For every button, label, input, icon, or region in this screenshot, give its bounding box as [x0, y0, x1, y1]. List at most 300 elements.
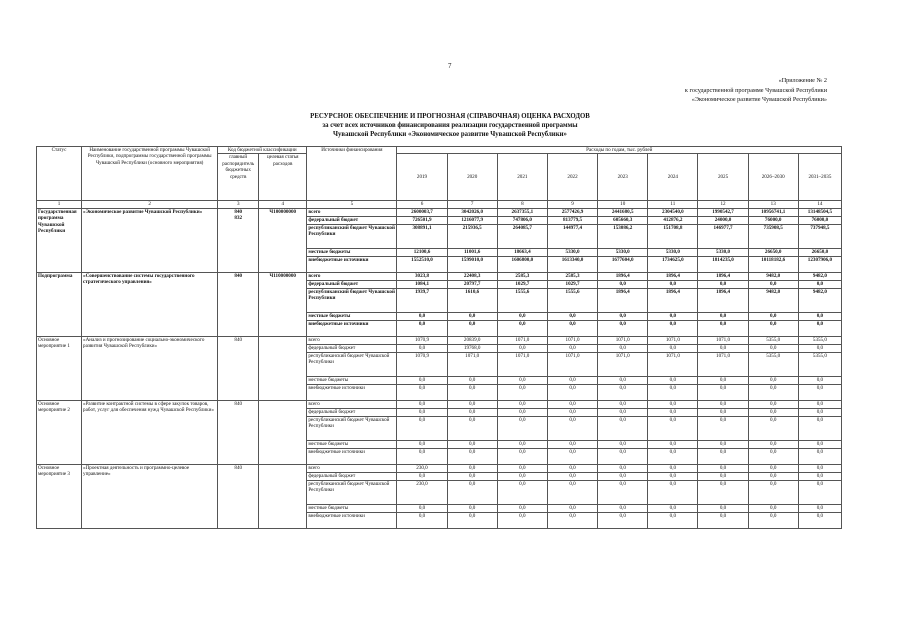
- target-code-cell: [259, 336, 307, 400]
- column-number: 2: [82, 201, 218, 208]
- expense-value-cell: 0,0: [648, 416, 698, 440]
- expense-value-cell: 0,0: [447, 464, 497, 472]
- expense-value-cell: 1071,0: [648, 352, 698, 376]
- program-name-cell: «Анализ и прогнозирование социально-экономического развития Чувашской Республики»: [82, 336, 218, 400]
- expense-value-cell: 0,0: [547, 480, 597, 504]
- expense-value-cell: 0,0: [497, 320, 547, 336]
- expense-value-cell: 0,0: [698, 312, 748, 320]
- expense-value-cell: 1070,9: [397, 352, 447, 376]
- target-code-cell: [259, 464, 307, 528]
- expense-value-cell: 0,0: [798, 440, 841, 448]
- expense-value-cell: 0,0: [447, 472, 497, 480]
- target-code-cell: [259, 400, 307, 464]
- expense-value-cell: 1613340,0: [547, 256, 597, 272]
- expense-value-cell: 1071,0: [547, 336, 597, 344]
- funding-source-cell: республиканский бюджет Чувашской Республики: [307, 416, 397, 440]
- expense-value-cell: 5355,0: [798, 352, 841, 376]
- expense-value-cell: 1070,9: [397, 336, 447, 344]
- table-row: [37, 208, 842, 216]
- program-name-cell: «Развитие контрактной системы в сфере закупок товаров, работ, услуг для обеспечения нужд Чувашской Республики»: [82, 400, 218, 464]
- expense-value-cell: 9482,0: [748, 288, 798, 312]
- expense-value-cell: 0,0: [748, 320, 798, 336]
- expense-value-cell: 10956741,1: [748, 208, 798, 216]
- expense-value-cell: 0,0: [648, 376, 698, 384]
- expense-value-cell: 0,0: [598, 384, 648, 400]
- expense-value-cell: 0,0: [547, 472, 597, 480]
- expense-value-cell: 747806,0: [497, 216, 547, 224]
- expense-value-cell: 0,0: [598, 312, 648, 320]
- expense-value-cell: 0,0: [598, 504, 648, 512]
- expense-value-cell: 0,0: [648, 512, 698, 528]
- program-name-cell: «Экономическое развитие Чувашской Республики»: [82, 208, 218, 272]
- admin-code-cell: 840: [218, 272, 259, 336]
- expense-value-cell: 12307906,0: [798, 256, 841, 272]
- funding-source-cell: внебюджетные источники: [307, 320, 397, 336]
- funding-source-cell: местные бюджеты: [307, 248, 397, 256]
- expense-value-cell: 0,0: [648, 440, 698, 448]
- funding-source-cell: внебюджетные источники: [307, 512, 397, 528]
- expense-value-cell: 1896,4: [648, 272, 698, 280]
- expense-value-cell: 0,0: [598, 440, 648, 448]
- expense-value-cell: 76000,0: [798, 216, 841, 224]
- expense-value-cell: 0,0: [397, 440, 447, 448]
- target-code-cell: Ч100000000: [259, 208, 307, 272]
- expense-value-cell: 2441680,5: [598, 208, 648, 216]
- header-year: 2026–2030: [748, 154, 798, 201]
- expense-value-cell: 0,0: [497, 448, 547, 464]
- expense-value-cell: 0,0: [698, 440, 748, 448]
- expense-value-cell: 0,0: [798, 504, 841, 512]
- header-expenses: Расходы по годам, тыс. рублей: [397, 147, 842, 154]
- expense-value-cell: 9482,0: [748, 272, 798, 280]
- table-row: [37, 464, 842, 472]
- expense-value-cell: 1071,0: [547, 352, 597, 376]
- expense-value-cell: 0,0: [397, 376, 447, 384]
- funding-source-cell: республиканский бюджет Чувашской Республики: [307, 224, 397, 248]
- expense-value-cell: 0,0: [598, 320, 648, 336]
- expense-value-cell: 0,0: [798, 464, 841, 472]
- expense-value-cell: 22408,3: [447, 272, 497, 280]
- expense-value-cell: 1216077,9: [447, 216, 497, 224]
- column-number: 14: [798, 201, 841, 208]
- expense-value-cell: 0,0: [397, 344, 447, 352]
- expense-value-cell: 1552510,0: [397, 256, 447, 272]
- expense-value-cell: 0,0: [497, 480, 547, 504]
- expense-value-cell: 0,0: [497, 464, 547, 472]
- table-body: [37, 208, 842, 528]
- expense-value-cell: 0,0: [598, 408, 648, 416]
- expense-value-cell: 0,0: [447, 408, 497, 416]
- expense-value-cell: 0,0: [748, 344, 798, 352]
- status-cell: Основное мероприятие 3: [37, 464, 82, 528]
- funding-source-cell: федеральный бюджет: [307, 280, 397, 288]
- expense-value-cell: 0,0: [798, 384, 841, 400]
- expense-value-cell: 0,0: [547, 400, 597, 408]
- header-target: целевая статья расходов: [259, 154, 307, 201]
- expense-value-cell: 13148504,5: [798, 208, 841, 216]
- funding-source-cell: всего: [307, 400, 397, 408]
- expense-value-cell: 1677604,0: [598, 256, 648, 272]
- expense-value-cell: 2304540,0: [648, 208, 698, 216]
- expense-value-cell: 0,0: [748, 448, 798, 464]
- expense-value-cell: 0,0: [397, 384, 447, 400]
- expense-value-cell: 1071,0: [497, 336, 547, 344]
- expense-value-cell: 0,0: [447, 312, 497, 320]
- expense-value-cell: 5330,0: [547, 248, 597, 256]
- expense-value-cell: 215936,5: [447, 224, 497, 248]
- expense-value-cell: 1029,7: [547, 280, 597, 288]
- expense-value-cell: 0,0: [598, 448, 648, 464]
- expense-value-cell: 9482,0: [798, 288, 841, 312]
- expense-value-cell: 0,0: [447, 376, 497, 384]
- header-admin: главный распорядитель бюджетных средств: [218, 154, 259, 201]
- expense-value-cell: 1071,0: [497, 352, 547, 376]
- expense-value-cell: 2600003,7: [397, 208, 447, 216]
- expense-value-cell: 813779,5: [547, 216, 597, 224]
- expense-value-cell: 0,0: [798, 448, 841, 464]
- expense-value-cell: 0,0: [748, 416, 798, 440]
- appendix-note: [627, 76, 827, 105]
- appendix-line-3: «Экономическое развитие Чувашской Республики»: [691, 96, 827, 103]
- expense-value-cell: 1896,4: [598, 272, 648, 280]
- expense-value-cell: 1896,4: [598, 288, 648, 312]
- document-subtitle-1: за счет всех источников финансирования реализации государственной программы: [322, 122, 578, 129]
- expense-value-cell: 0,0: [798, 480, 841, 504]
- expense-value-cell: 0,0: [698, 400, 748, 408]
- expense-value-cell: 5355,0: [798, 336, 841, 344]
- expense-value-cell: 1071,0: [698, 352, 748, 376]
- expense-value-cell: 24000,0: [698, 216, 748, 224]
- expense-value-cell: 0,0: [598, 416, 648, 440]
- expense-value-cell: 26650,0: [798, 248, 841, 256]
- expense-value-cell: 735908,5: [748, 224, 798, 248]
- expense-value-cell: 0,0: [547, 416, 597, 440]
- expense-value-cell: 1029,7: [497, 280, 547, 288]
- table-row: [37, 400, 842, 408]
- expense-value-cell: 726501,9: [397, 216, 447, 224]
- status-cell: Государственная программа Чувашской Республики: [37, 208, 82, 272]
- expense-value-cell: 0,0: [748, 512, 798, 528]
- header-year: 2025: [698, 154, 748, 201]
- expense-value-cell: 0,0: [397, 400, 447, 408]
- expense-value-cell: 0,0: [598, 472, 648, 480]
- expense-value-cell: 0,0: [798, 376, 841, 384]
- expense-value-cell: 0,0: [698, 408, 748, 416]
- expense-value-cell: 1071,0: [598, 336, 648, 344]
- expense-value-cell: 0,0: [497, 416, 547, 440]
- expense-value-cell: 0,0: [648, 280, 698, 288]
- expense-value-cell: 5355,0: [748, 352, 798, 376]
- expense-value-cell: 0,0: [748, 440, 798, 448]
- funding-source-cell: федеральный бюджет: [307, 344, 397, 352]
- column-number: 12: [698, 201, 748, 208]
- appendix-line-2: к государственной программе Чувашской Республики: [684, 86, 827, 94]
- header-budget-code: Код бюджетной классификации: [218, 147, 307, 154]
- expense-value-cell: 11001,6: [447, 248, 497, 256]
- expense-value-cell: 12100,6: [397, 248, 447, 256]
- expense-value-cell: 0,0: [497, 504, 547, 512]
- expense-value-cell: 5330,0: [648, 248, 698, 256]
- expense-value-cell: 0,0: [547, 312, 597, 320]
- funding-source-cell: федеральный бюджет: [307, 472, 397, 480]
- column-number: 4: [259, 201, 307, 208]
- expense-value-cell: 0,0: [648, 480, 698, 504]
- funding-source-cell: местные бюджеты: [307, 440, 397, 448]
- funding-source-cell: внебюджетные источники: [307, 448, 397, 464]
- expense-value-cell: 0,0: [698, 280, 748, 288]
- expense-value-cell: 20839,0: [447, 336, 497, 344]
- header-name: Наименование государственной программы Чувашской Республики, подпрограммы государственной программы Чувашской Республики (основного мероприятия): [82, 147, 218, 201]
- expense-value-cell: 0,0: [698, 480, 748, 504]
- expense-value-cell: 230,0: [397, 480, 447, 504]
- expense-value-cell: 0,0: [748, 480, 798, 504]
- expense-value-cell: 0,0: [598, 464, 648, 472]
- expense-value-cell: 0,0: [447, 320, 497, 336]
- expense-value-cell: 0,0: [648, 400, 698, 408]
- expense-value-cell: 0,0: [698, 320, 748, 336]
- funding-source-cell: федеральный бюджет: [307, 408, 397, 416]
- expense-value-cell: 0,0: [648, 384, 698, 400]
- funding-source-cell: республиканский бюджет Чувашской Республики: [307, 352, 397, 376]
- appendix-line-1: «Приложение № 2: [778, 77, 827, 84]
- expense-value-cell: 0,0: [798, 472, 841, 480]
- expense-value-cell: 2585,3: [497, 272, 547, 280]
- expense-value-cell: 0,0: [547, 384, 597, 400]
- expense-value-cell: 153086,2: [598, 224, 648, 248]
- expenses-table: [36, 146, 842, 529]
- expense-value-cell: 0,0: [648, 448, 698, 464]
- expense-value-cell: 0,0: [798, 416, 841, 440]
- expense-value-cell: 230,0: [397, 464, 447, 472]
- expense-value-cell: 0,0: [648, 464, 698, 472]
- column-number: 11: [648, 201, 698, 208]
- expense-value-cell: 0,0: [748, 312, 798, 320]
- expense-value-cell: 146977,7: [698, 224, 748, 248]
- funding-source-cell: внебюджетные источники: [307, 256, 397, 272]
- document-title: РЕСУРСНОЕ ОБЕСПЕЧЕНИЕ И ПРОГНОЗНАЯ (СПРАВОЧНАЯ) ОЦЕНКА РАСХОДОВ: [310, 113, 590, 120]
- expense-value-cell: 0,0: [397, 416, 447, 440]
- funding-source-cell: внебюджетные источники: [307, 384, 397, 400]
- expense-value-cell: 0,0: [798, 512, 841, 528]
- admin-code-cell: 840: [218, 464, 259, 528]
- expense-value-cell: 0,0: [397, 448, 447, 464]
- target-code-cell: Ч110000000: [259, 272, 307, 336]
- expense-value-cell: 0,0: [748, 504, 798, 512]
- expense-value-cell: 1071,0: [447, 352, 497, 376]
- expense-value-cell: 412876,2: [648, 216, 698, 224]
- expense-value-cell: 0,0: [698, 344, 748, 352]
- expense-value-cell: 0,0: [547, 464, 597, 472]
- expense-value-cell: 0,0: [497, 472, 547, 480]
- expense-value-cell: 0,0: [648, 312, 698, 320]
- header-status: Статус: [37, 147, 82, 201]
- expense-value-cell: 0,0: [547, 320, 597, 336]
- expense-value-cell: 2637355,1: [497, 208, 547, 216]
- expense-value-cell: 0,0: [648, 344, 698, 352]
- column-number: 13: [748, 201, 798, 208]
- expense-value-cell: 1599010,0: [447, 256, 497, 272]
- expense-value-cell: 0,0: [798, 344, 841, 352]
- expense-value-cell: 0,0: [598, 376, 648, 384]
- expense-value-cell: 0,0: [698, 384, 748, 400]
- admin-code-cell: 840: [218, 336, 259, 400]
- expense-value-cell: 0,0: [397, 312, 447, 320]
- funding-source-cell: всего: [307, 208, 397, 216]
- status-cell: Основное мероприятие 1: [37, 336, 82, 400]
- expense-value-cell: 1896,4: [698, 288, 748, 312]
- expense-value-cell: 1084,1: [397, 280, 447, 288]
- document-subtitle-2: Чувашской Республики «Экономическое развитие Чувашской Республики»: [333, 131, 567, 138]
- header-year: 2019: [397, 154, 447, 201]
- expense-value-cell: 308891,1: [397, 224, 447, 248]
- expense-value-cell: 0,0: [547, 344, 597, 352]
- expense-value-cell: 0,0: [497, 400, 547, 408]
- expense-value-cell: 0,0: [397, 472, 447, 480]
- column-number: 7: [447, 201, 497, 208]
- expense-value-cell: 0,0: [497, 512, 547, 528]
- expense-value-cell: 0,0: [497, 440, 547, 448]
- expense-value-cell: 1555,6: [547, 288, 597, 312]
- expense-value-cell: 0,0: [397, 408, 447, 416]
- expense-value-cell: 0,0: [648, 472, 698, 480]
- column-number: 6: [397, 201, 447, 208]
- program-name-cell: «Совершенствование системы государственного стратегического управления»: [82, 272, 218, 336]
- expense-value-cell: 0,0: [397, 512, 447, 528]
- funding-source-cell: республиканский бюджет Чувашской Республики: [307, 480, 397, 504]
- expense-value-cell: 0,0: [698, 504, 748, 512]
- expense-value-cell: 0,0: [547, 504, 597, 512]
- funding-source-cell: всего: [307, 464, 397, 472]
- expense-value-cell: 0,0: [698, 472, 748, 480]
- expense-value-cell: 0,0: [798, 320, 841, 336]
- expense-value-cell: 0,0: [748, 384, 798, 400]
- expense-value-cell: 0,0: [748, 408, 798, 416]
- header-year: 2031–2035: [798, 154, 841, 201]
- expense-value-cell: 1071,0: [598, 352, 648, 376]
- expense-value-cell: 0,0: [497, 344, 547, 352]
- expense-value-cell: 0,0: [497, 312, 547, 320]
- expense-value-cell: 0,0: [748, 400, 798, 408]
- expense-value-cell: 20797,7: [447, 280, 497, 288]
- expense-value-cell: 0,0: [547, 408, 597, 416]
- expense-value-cell: 0,0: [598, 400, 648, 408]
- expense-value-cell: 0,0: [598, 512, 648, 528]
- expense-value-cell: 0,0: [698, 512, 748, 528]
- expense-value-cell: 3023,8: [397, 272, 447, 280]
- expense-value-cell: 0,0: [798, 408, 841, 416]
- expense-value-cell: 0,0: [748, 472, 798, 480]
- funding-source-cell: всего: [307, 272, 397, 280]
- expense-value-cell: 1555,6: [497, 288, 547, 312]
- expense-value-cell: 0,0: [698, 376, 748, 384]
- expense-value-cell: 0,0: [698, 416, 748, 440]
- expense-value-cell: 144977,4: [547, 224, 597, 248]
- expense-value-cell: 0,0: [648, 408, 698, 416]
- expense-value-cell: 0,0: [698, 464, 748, 472]
- expense-value-cell: 0,0: [648, 320, 698, 336]
- expense-value-cell: 0,0: [447, 512, 497, 528]
- expense-value-cell: 605660,3: [598, 216, 648, 224]
- expense-value-cell: 0,0: [447, 384, 497, 400]
- expense-value-cell: 2585,3: [547, 272, 597, 280]
- expense-value-cell: 0,0: [547, 448, 597, 464]
- expense-value-cell: 0,0: [447, 416, 497, 440]
- expense-value-cell: 10118182,6: [748, 256, 798, 272]
- expense-value-cell: 26650,0: [748, 248, 798, 256]
- expense-value-cell: 0,0: [497, 384, 547, 400]
- expense-value-cell: 5330,0: [698, 248, 748, 256]
- column-number: 1: [37, 201, 82, 208]
- expense-value-cell: 0,0: [497, 408, 547, 416]
- header-year: 2024: [648, 154, 698, 201]
- expense-value-cell: 0,0: [648, 504, 698, 512]
- expense-value-cell: 0,0: [447, 448, 497, 464]
- expense-value-cell: 0,0: [748, 464, 798, 472]
- status-cell: Основное мероприятие 2: [37, 400, 82, 464]
- program-name-cell: «Проектная деятельность и программно-целевое управление»: [82, 464, 218, 528]
- expense-value-cell: 1990542,7: [698, 208, 748, 216]
- status-cell: Подпрограмма: [37, 272, 82, 336]
- header-source: Источники финансирования: [307, 147, 397, 201]
- expense-value-cell: 264085,7: [497, 224, 547, 248]
- expense-value-cell: 18663,4: [497, 248, 547, 256]
- expense-value-cell: 5330,0: [598, 248, 648, 256]
- expense-value-cell: 0,0: [698, 448, 748, 464]
- table-row: [37, 336, 842, 344]
- expense-value-cell: 0,0: [748, 280, 798, 288]
- expense-value-cell: 1606800,0: [497, 256, 547, 272]
- expense-value-cell: 0,0: [598, 280, 648, 288]
- header-year: 2022: [547, 154, 597, 201]
- expense-value-cell: 0,0: [447, 440, 497, 448]
- column-number: 5: [307, 201, 397, 208]
- expense-value-cell: 1896,4: [648, 288, 698, 312]
- expense-value-cell: 737948,5: [798, 224, 841, 248]
- expense-value-cell: 5355,0: [748, 336, 798, 344]
- expense-value-cell: 19768,0: [447, 344, 497, 352]
- expense-value-cell: 3042026,0: [447, 208, 497, 216]
- expense-value-cell: 0,0: [447, 504, 497, 512]
- funding-source-cell: федеральный бюджет: [307, 216, 397, 224]
- expense-value-cell: 0,0: [447, 400, 497, 408]
- expense-value-cell: 1939,7: [397, 288, 447, 312]
- expense-value-cell: 1734625,0: [648, 256, 698, 272]
- expense-value-cell: 151708,8: [648, 224, 698, 248]
- column-number: 9: [547, 201, 597, 208]
- expense-value-cell: 1610,6: [447, 288, 497, 312]
- expense-value-cell: 1896,4: [698, 272, 748, 280]
- funding-source-cell: местные бюджеты: [307, 376, 397, 384]
- column-number: 10: [598, 201, 648, 208]
- expense-value-cell: 9482,0: [798, 272, 841, 280]
- column-number: 3: [218, 201, 259, 208]
- expense-value-cell: 2577426,9: [547, 208, 597, 216]
- expense-value-cell: 0,0: [547, 376, 597, 384]
- expense-value-cell: 1071,0: [648, 336, 698, 344]
- expense-value-cell: 0,0: [547, 440, 597, 448]
- expense-value-cell: 1071,0: [698, 336, 748, 344]
- expense-value-cell: 1814235,0: [698, 256, 748, 272]
- expense-value-cell: 0,0: [397, 504, 447, 512]
- expense-value-cell: 76000,0: [748, 216, 798, 224]
- table-row: [37, 272, 842, 280]
- page-number: 7: [448, 62, 452, 70]
- header-year: 2021: [497, 154, 547, 201]
- column-numbers-row: [37, 201, 842, 208]
- funding-source-cell: республиканский бюджет Чувашской Республики: [307, 288, 397, 312]
- expense-value-cell: 0,0: [397, 320, 447, 336]
- expense-value-cell: 0,0: [798, 312, 841, 320]
